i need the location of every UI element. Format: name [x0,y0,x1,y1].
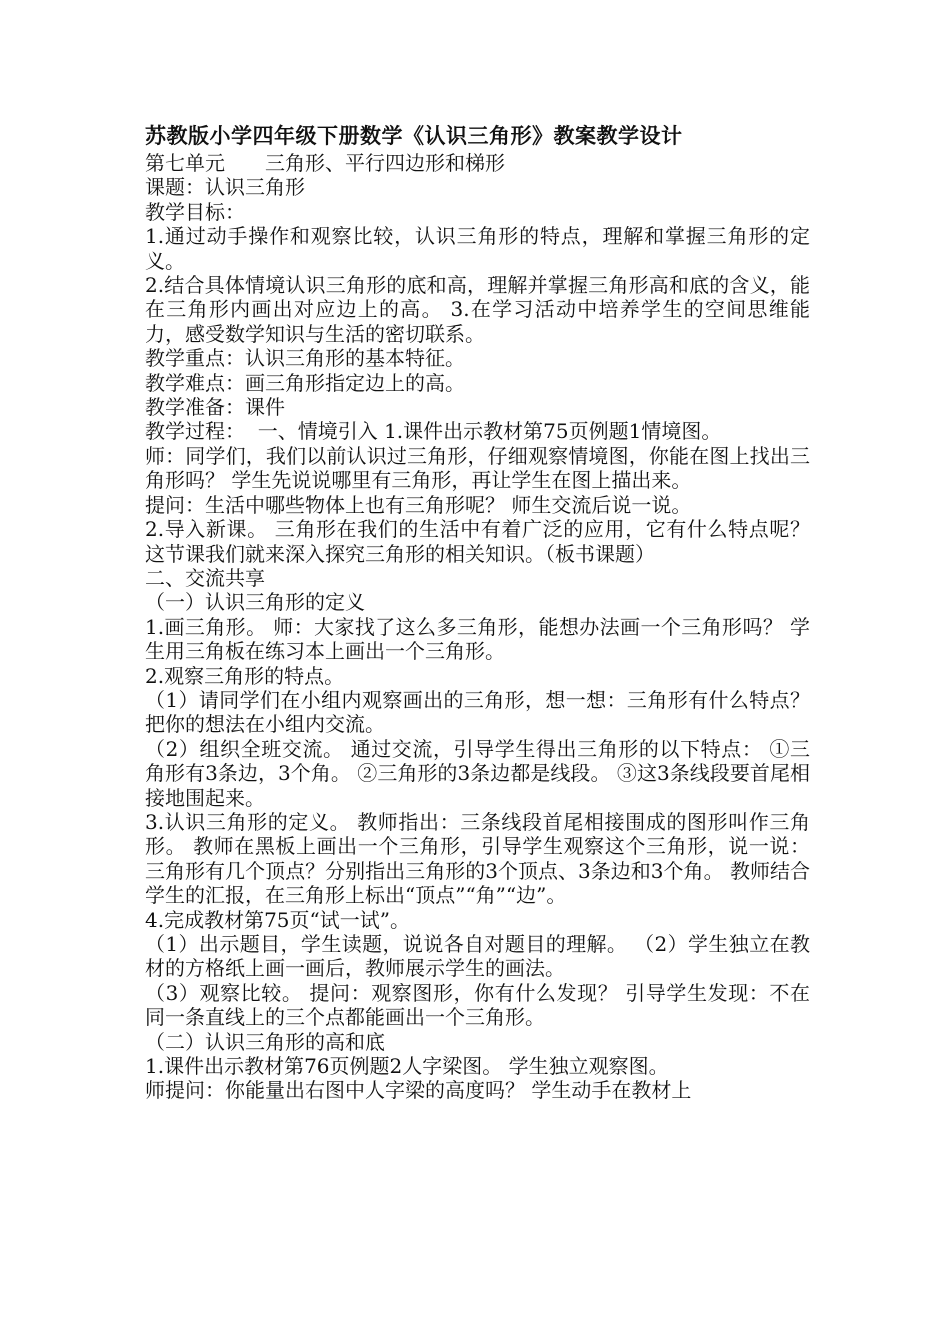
text-line-new-lesson: 2.导入新课。 三角形在我们的生活中有着广泛的应用，它有什么特点呢？这节课我们就来深入探究三角形的相关知识。（板书课题） [145,517,810,566]
document-title: 苏教版小学四年级下册数学《认识三角形》教案教学设计 [145,124,683,148]
text-line-class-exchange: （2）组织全班交流。 通过交流，引导学生得出三角形的以下特点： ①三角形有3条边，3个角。 ②三角形的3条边都是线段。 ③这3条线段要首尾相接地围起来。 [145,736,810,810]
text-line-definition: 3.认识三角形的定义。 教师指出：三条线段首尾相接围成的图形叫作三角形。 教师在黑板上画出一个三角形，引导学生观察这个三角形，说一说：三角形有几个顶点？分别指出三角形的3个顶点、3条边和3个角。 教师结合学生的汇报，在三角形上标出“顶点”“角”“边”。 [145,809,810,908]
text-line-observe-features: 2.观察三角形的特点。 [145,663,345,688]
text-line-teacher-question: 师：同学们，我们以前认识过三角形，仔细观察情境图，你能在图上找出三角形吗？ 学生先说说哪里有三角形，再让学生在图上描出来。 [145,443,810,493]
text-line-group-observe: （1）请同学们在小组内观察画出的三角形，想一想：三角形有什么特点？把你的想法在小组内交流。 [145,687,810,737]
text-line-section-2: 二、交流共享 [145,565,265,590]
text-line-measure-height: 师提问：你能量出右图中人字梁的高度吗？ 学生动手在教材上 [145,1078,692,1103]
text-line-try-it: 4.完成教材第75页“试一试”。 [145,907,410,932]
text-line-preparation: 教学准备：课件 [145,395,285,420]
text-line-example-2: 1.课件出示教材第76页例题2人字梁图。 学生独立观察图。 [145,1054,669,1079]
text-line-objectives-heading: 教学目标： [145,199,245,224]
text-line-subsection-2: （二）认识三角形的高和底 [145,1029,385,1054]
text-line-process-intro: 教学过程： 一、情境引入 1.课件出示教材第75页例题1情境图。 [145,419,722,444]
text-line-read-problem: （1）出示题目，学生读题，说说各自对题目的理解。 （2）学生独立在教材的方格纸上画一画后，教师展示学生的画法。 [145,932,810,981]
text-line-objective-1: 1.通过动手操作和观察比较，认识三角形的特点，理解和掌握三角形的定义。 [145,224,810,273]
document-page [145,121,810,1103]
text-line-objective-2-3: 2.结合具体情境认识三角形的底和高，理解并掌握三角形高和底的含义，能在三角形内画出对应边上的高。 3.在学习活动中培养学生的空间思维能力，感受数学知识与生活的密切联系。 [145,273,810,346]
text-line-topic: 课题：认识三角形 [145,175,305,200]
text-line-unit: 第七单元 三角形、平行四边形和梯形 [145,151,505,175]
text-line-ask-life: 提问：生活中哪些物体上也有三角形呢？ 师生交流后说一说。 [145,492,692,517]
text-line-difficulty: 教学难点：画三角形指定边上的高。 [145,370,465,395]
text-line-key-point: 教学重点：认识三角形的基本特征。 [145,346,465,371]
text-line-compare: （3）观察比较。 提问：观察图形，你有什么发现？ 引导学生发现：不在同一条直线上的三个点都能画出一个三角形。 [145,980,810,1030]
text-line-subsection-1: （一）认识三角形的定义 [145,590,365,615]
text-line-draw-triangle: 1.画三角形。 师：大家找了这么多三角形，能想办法画一个三角形吗？ 学生用三角板在练习本上画出一个三角形。 [145,614,810,664]
